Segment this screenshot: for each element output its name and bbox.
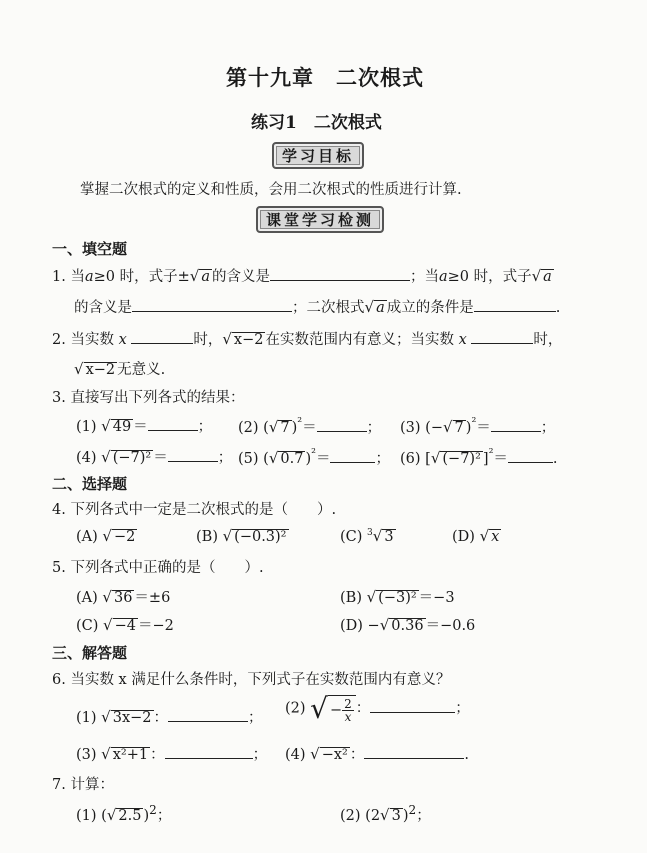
answer-blank[interactable]	[270, 266, 410, 281]
q2-radicand: x−2	[85, 362, 116, 378]
semicolon: ；	[540, 419, 556, 436]
radicand: (−7)²	[442, 450, 481, 467]
item-label: (4)	[76, 450, 97, 466]
item-label: (5)	[238, 450, 259, 467]
sqrt-icon: √	[430, 448, 441, 467]
answer-blank[interactable]	[491, 417, 541, 432]
sqrt-icon: √	[310, 692, 328, 725]
radicand: 3	[384, 529, 394, 545]
chapter-title: 第十九章 二次根式	[226, 65, 424, 90]
radicand: 2.5	[118, 807, 142, 824]
q3-number: 3.	[52, 390, 66, 406]
radicand: 49	[112, 419, 132, 435]
q4-text	[52, 498, 336, 519]
answer-blank[interactable]	[474, 297, 556, 312]
sqrt-icon: √	[222, 330, 232, 348]
item-label: (2)	[285, 700, 306, 717]
radicand: 36	[113, 590, 133, 606]
q4-option-a[interactable]	[76, 527, 137, 545]
q1-text-d: ；当	[409, 269, 439, 285]
q2-text-a: 当实数	[70, 332, 114, 348]
badge-learning-goal: 学习目标	[272, 142, 364, 169]
q7-prompt: 计算：	[70, 777, 114, 793]
radicand: 0.7	[280, 450, 304, 467]
q2-radicand: x−2	[233, 332, 264, 348]
q5-prompt: 下列各式中正确的是（ ）.	[70, 560, 264, 576]
q2-line1	[52, 328, 562, 349]
item-label: (3)	[400, 419, 421, 436]
sqrt-icon: √	[102, 527, 112, 545]
badge-class-check: 课堂学习检测	[256, 206, 384, 233]
sqrt-icon: √	[364, 298, 375, 316]
sqrt-icon: √	[101, 708, 111, 726]
answer-blank[interactable]	[165, 744, 253, 759]
sqrt-icon: √	[101, 745, 111, 763]
option-label: (B)	[340, 590, 362, 606]
fraction-numerator: 2	[344, 696, 352, 711]
q3-prompt: 直接写出下列各式的结果：	[70, 390, 245, 406]
item-label: (4)	[285, 747, 306, 763]
sqrt-icon: √	[268, 417, 279, 436]
q3-item-5: (5) (√ 0.7 )$^{^2}$＝ ；	[238, 446, 390, 467]
equals: ＝	[315, 450, 331, 467]
var-a: a	[376, 300, 385, 316]
answer-blank[interactable]	[132, 297, 292, 312]
item-label: (1)	[76, 807, 97, 824]
q5-text	[52, 556, 264, 577]
equals: ＝	[493, 450, 508, 467]
radicand: x²+1	[112, 747, 149, 763]
semicolon: ；	[366, 419, 382, 436]
q6-item-2: (2) √ − $\frac{2}{x}$ ： ；	[285, 692, 470, 725]
sqrt-icon: √	[101, 448, 111, 466]
answer-blank[interactable]	[317, 417, 367, 432]
q5-option-c[interactable]	[76, 614, 174, 635]
q7-item-2: (2) (2√ 3 )$^2$；	[340, 803, 431, 824]
radicand: (−0.3)²	[234, 529, 287, 545]
answer-blank[interactable]	[131, 329, 193, 344]
q5-number: 5.	[52, 560, 66, 576]
q3-item-3: (3) (−√ 7 )$^{^2}$＝ ；	[400, 415, 556, 436]
var-a: a	[84, 269, 94, 285]
equals: ＝	[302, 419, 317, 436]
q3-item-2: (2) (√ 7 )$^{^2}$＝ ；	[238, 415, 382, 436]
radicand: (−3)²	[378, 590, 417, 606]
answer-blank[interactable]	[370, 698, 455, 713]
sqrt-icon: √	[101, 417, 111, 435]
option-value: ＝−2	[137, 618, 174, 634]
colon: ：	[153, 710, 168, 726]
section-choice: 二、选择题	[52, 475, 128, 493]
sqrt-icon: √	[106, 805, 117, 824]
sqrt-icon: √	[189, 267, 200, 285]
sqrt-icon: √	[442, 417, 453, 436]
option-label: (B)	[196, 529, 218, 545]
q1-line2	[74, 296, 560, 317]
option-label: (C)	[76, 618, 99, 634]
sqrt-icon: √	[379, 616, 390, 634]
q3-item-4	[76, 446, 232, 467]
answer-blank[interactable]	[168, 707, 248, 722]
q4-option-c[interactable]	[340, 527, 396, 545]
option-value: ＝−3	[418, 590, 455, 606]
item-label: (1)	[76, 710, 97, 726]
option-label: (A)	[76, 590, 98, 606]
semicolon: ；	[197, 419, 213, 435]
answer-blank[interactable]	[471, 329, 533, 344]
sqrt-icon: √	[310, 745, 320, 763]
var-a: a	[543, 269, 552, 285]
q5-option-b[interactable]	[340, 586, 455, 607]
var-a: a	[438, 269, 448, 285]
q7-text	[52, 773, 114, 794]
radicand: 0.36	[391, 618, 424, 634]
radicand: 3x−2	[112, 710, 152, 726]
radicand: −x²	[321, 747, 348, 763]
q6-item-3: (3) √ x²+1 ： ；	[76, 745, 268, 763]
option-label: (A)	[76, 529, 98, 545]
q2-line2	[74, 358, 165, 379]
q4-option-b[interactable]	[196, 527, 289, 545]
q4-number: 4.	[52, 502, 66, 518]
q1-line1	[52, 265, 554, 286]
goal-text: 掌握二次根式的定义和性质，会用二次根式的性质进行计算.	[80, 182, 462, 198]
q7-number: 7.	[52, 777, 66, 793]
item-label: (1)	[76, 419, 97, 435]
semicolon: ；	[375, 450, 390, 467]
option-label: (C)	[340, 529, 363, 545]
q2-number: 2.	[52, 332, 66, 348]
cube-root-icon: √	[372, 527, 383, 545]
radicand: (−7)²	[112, 450, 152, 466]
answer-blank[interactable]	[364, 744, 464, 759]
root-index: 3	[367, 528, 373, 539]
colon: ：	[355, 700, 371, 717]
q3-item-6: (6) [√ (−7)² ]$^{^2}$＝ .	[400, 446, 558, 467]
radicand: 7	[280, 419, 290, 436]
q2-text-d: 时，	[533, 332, 563, 348]
answer-blank[interactable]	[148, 416, 198, 431]
q6-text	[52, 668, 450, 689]
q3-item-1	[76, 415, 212, 436]
sqrt-icon: √	[74, 360, 84, 378]
q1-text-g: ；二次根式	[292, 300, 365, 316]
q5-option-a[interactable]	[76, 586, 170, 607]
sqrt-icon: √	[366, 588, 377, 606]
sqrt-icon: √	[479, 527, 490, 545]
square: ²	[311, 446, 316, 460]
var-x: x	[458, 332, 467, 348]
item-label: (2)	[238, 419, 259, 436]
q1-end: .	[555, 300, 561, 316]
square: ²	[488, 446, 494, 460]
semicolon: ；	[217, 450, 233, 466]
option-value: ＝±6	[134, 590, 171, 606]
item-label: (6)	[400, 450, 421, 467]
q2-text-b: 时，	[193, 332, 223, 348]
q6-number: 6.	[52, 672, 66, 688]
q3-text	[52, 386, 244, 407]
q2-text-e: 无意义.	[117, 362, 166, 378]
q7-item-1: (1) (√ 2.5 )$^2$；	[76, 803, 172, 824]
colon: ：	[349, 747, 365, 763]
q1-text-c: 的含义是	[211, 269, 270, 285]
q1-text-e: ≥0 时，式子	[447, 269, 532, 285]
radicand: x	[491, 529, 500, 545]
item-label: (3)	[76, 747, 97, 763]
q6-prompt: 当实数 x 满足什么条件时，下列式子在实数范围内有意义？	[70, 672, 451, 688]
radicand: −4	[114, 618, 136, 634]
q1-text-f: 的含义是	[74, 300, 132, 316]
sqrt-icon: √	[103, 616, 113, 634]
answer-blank[interactable]	[330, 448, 375, 463]
q6-item-1: (1) √ 3x−2 ： ；	[76, 708, 263, 726]
exercise-title: 练习1 二次根式	[251, 113, 382, 133]
item-label: (2)	[340, 807, 361, 824]
sqrt-icon: √	[268, 448, 279, 467]
section-solve: 三、解答题	[52, 644, 128, 662]
q1-text-a: 当	[70, 269, 85, 285]
equals: ＝	[133, 419, 148, 435]
sqrt-icon: √	[222, 527, 233, 545]
radicand: 3	[391, 807, 401, 824]
q2-text-c: 在实数范围内有意义；当实数	[265, 332, 454, 348]
q5-option-d[interactable]: (D) −√ 0.36 ＝−0.6	[340, 616, 476, 634]
q6-item-4: (4) √ −x² ： .	[285, 745, 469, 763]
var-x: x	[118, 332, 127, 348]
option-label: (D)	[340, 618, 363, 634]
answer-blank[interactable]	[508, 448, 553, 463]
q4-option-d[interactable]	[452, 527, 501, 545]
sqrt-icon: √	[380, 805, 390, 824]
q4-prompt: 下列各式中一定是二次根式的是（ ）.	[70, 502, 337, 518]
var-a: a	[201, 269, 210, 285]
sqrt-icon: √	[102, 588, 112, 606]
square: ²	[297, 415, 303, 429]
option-value: ＝−0.6	[425, 618, 476, 634]
radicand: 7	[454, 419, 464, 436]
sqrt-icon: √	[531, 267, 542, 285]
q1-number: 1.	[52, 269, 66, 285]
q1-text-b: ≥0 时，式子±	[93, 269, 190, 285]
fraction-denominator: x	[344, 709, 352, 724]
equals: ＝	[476, 419, 491, 436]
q1-text-h: 成立的条件是	[386, 300, 474, 316]
answer-blank[interactable]	[168, 447, 218, 462]
square: ²	[471, 415, 477, 429]
option-label: (D)	[452, 529, 475, 545]
colon: ：	[150, 747, 165, 763]
radicand: −2	[113, 529, 136, 545]
section-fill-in: 一、填空题	[52, 240, 128, 258]
equals: ＝	[153, 450, 168, 466]
